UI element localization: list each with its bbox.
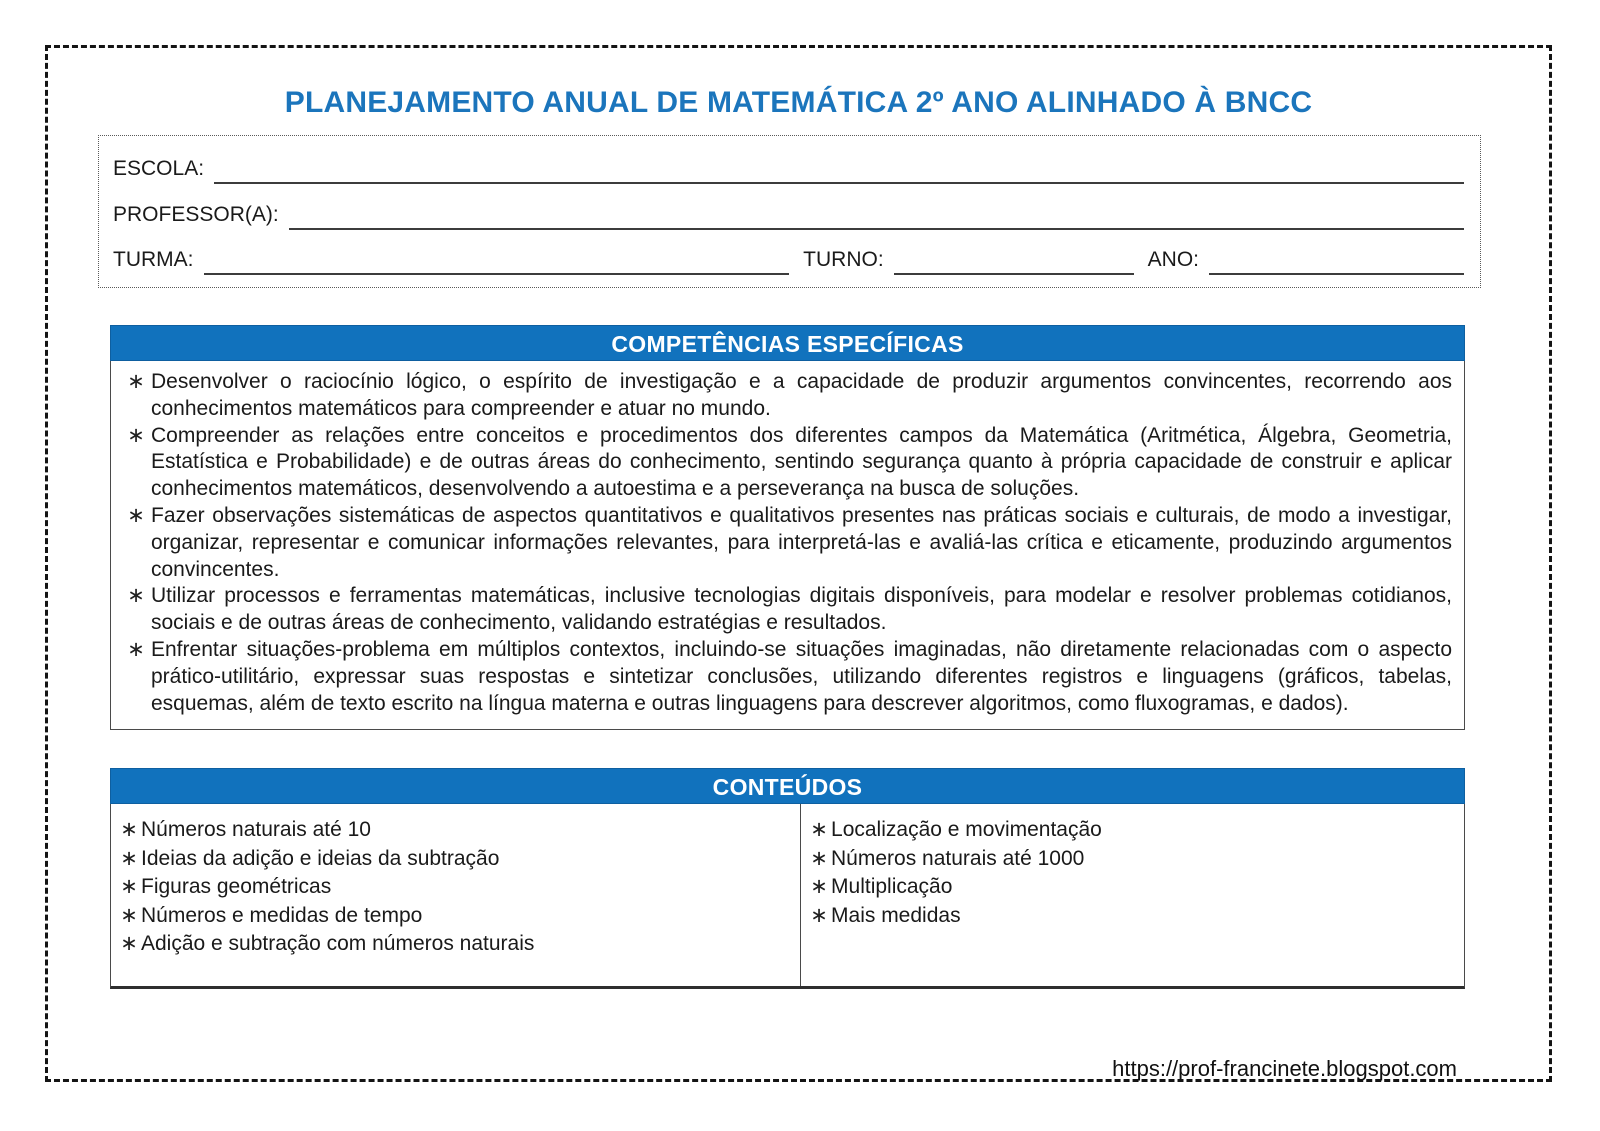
conteudos-right-column <box>801 804 1464 986</box>
conteudo-text: Números naturais até 1000 <box>831 846 1085 870</box>
bullet-asterisk: ∗ <box>120 846 138 870</box>
conteudos-table <box>110 768 1465 989</box>
competencia-text: Fazer observações sistemáticas de aspectos quantitativos e qualitativos presentes nas práticas sociais e culturais, de modo a investigar, organizar, representar e comunicar informações relevantes, para interpretá-las e avaliá-las crítica e eticamente, produzindo argumentos convincentes. <box>151 503 1452 581</box>
professor-label: PROFESSOR(A): <box>113 202 279 226</box>
list-item <box>807 873 1456 902</box>
list-item <box>117 930 792 959</box>
list-item <box>121 583 1452 637</box>
worksheet-page <box>45 45 1552 1082</box>
form-row-escola <box>113 150 1464 184</box>
escola-input-line[interactable] <box>214 156 1464 184</box>
competencia-text: Compreender as relações entre conceitos e procedimentos dos diferentes campos da Matemática (Aritmética, Álgebra, Geometria, Estatística e Probabilidade) e de outras áreas do conhecimento, sentindo segurança quanto à própria capacidade de construir e aplicar conhecimentos matemáticos, desenvolvendo a autoestima e a perseverança na busca de soluções. <box>151 423 1452 501</box>
bullet-asterisk: ∗ <box>810 818 828 841</box>
conteudos-columns <box>110 804 1465 989</box>
conteudos-header: CONTEÚDOS <box>110 768 1465 804</box>
header-form <box>98 135 1481 288</box>
list-item <box>807 816 1456 845</box>
conteudo-text: Figuras geométricas <box>141 875 332 898</box>
conteudo-text: Localização e movimentação <box>831 818 1102 841</box>
form-row-professor <box>113 196 1464 230</box>
conteudo-text: Números naturais até 10 <box>141 818 371 841</box>
list-item <box>117 902 792 931</box>
turma-input-line[interactable] <box>204 247 790 275</box>
list-item <box>121 637 1452 717</box>
bullet-asterisk: ∗ <box>127 370 145 393</box>
bullet-asterisk: ∗ <box>810 846 828 870</box>
professor-input-line[interactable] <box>289 202 1464 230</box>
turma-label: TURMA: <box>113 248 194 271</box>
bullet-asterisk: ∗ <box>120 932 138 955</box>
conteudo-text: Multiplicação <box>831 875 953 898</box>
turno-input-line[interactable] <box>894 247 1134 275</box>
bullet-asterisk: ∗ <box>810 875 828 898</box>
competencias-table <box>110 325 1465 730</box>
bullet-asterisk: ∗ <box>810 903 828 927</box>
list-item <box>117 816 792 845</box>
bullet-asterisk: ∗ <box>127 503 145 527</box>
bullet-asterisk: ∗ <box>120 818 138 841</box>
competencias-body <box>110 361 1465 730</box>
competencia-text: Utilizar processos e ferramentas matemáticas, inclusive tecnologias digitais disponíveis, para modelar e resolver problemas cotidianos, sociais e de outras áreas de conhecimento, validando estratégias e resultados. <box>151 584 1452 635</box>
bullet-asterisk: ∗ <box>127 637 145 661</box>
page-title: PLANEJAMENTO ANUAL DE MATEMÁTICA 2º ANO ALINHADO À BNCC <box>284 86 1313 119</box>
ano-input-line[interactable] <box>1209 247 1464 275</box>
list-item <box>121 503 1452 583</box>
list-item <box>807 845 1456 874</box>
conteudo-text: Ideias da adição e ideias da subtração <box>141 846 500 870</box>
list-item <box>117 873 792 902</box>
list-item <box>117 845 792 874</box>
escola-label: ESCOLA: <box>113 157 205 180</box>
list-item <box>121 423 1452 503</box>
competencia-text: Enfrentar situações-problema em múltiplos contextos, incluindo-se situações imaginadas, não diretamente relacionadas com o aspecto prático-utilitário, expressar suas respostas e sintetizar conclusões, utilizando diferentes registros e linguagens (gráficos, tabelas, esquemas, além de texto escrito na língua materna e outras linguagens para descrever algoritmos, como fluxogramas, e dados). <box>151 637 1452 715</box>
conteudo-text: Números e medidas de tempo <box>141 903 423 927</box>
form-row-turma-turno-ano <box>113 241 1464 275</box>
bullet-asterisk: ∗ <box>127 584 145 608</box>
footer-blog-link[interactable]: https://prof-francinete.blogspot.com <box>1112 1056 1457 1081</box>
conteudo-text: Adição e subtração com números naturais <box>141 932 535 955</box>
conteudo-text: Mais medidas <box>831 903 961 927</box>
bullet-asterisk: ∗ <box>120 903 138 927</box>
competencias-header: COMPETÊNCIAS ESPECÍFICAS <box>110 325 1465 361</box>
list-item <box>121 369 1452 423</box>
ano-label: ANO: <box>1147 248 1199 271</box>
turno-label: TURNO: <box>803 248 884 271</box>
conteudos-left-column <box>111 804 801 986</box>
bullet-asterisk: ∗ <box>120 875 138 898</box>
bullet-asterisk: ∗ <box>127 423 145 447</box>
list-item <box>807 902 1456 931</box>
competencia-text: Desenvolver o raciocínio lógico, o espírito de investigação e a capacidade de produzir argumentos convincentes, recorrendo aos conhecimentos matemáticos para compreender e atuar no mundo. <box>151 370 1452 420</box>
